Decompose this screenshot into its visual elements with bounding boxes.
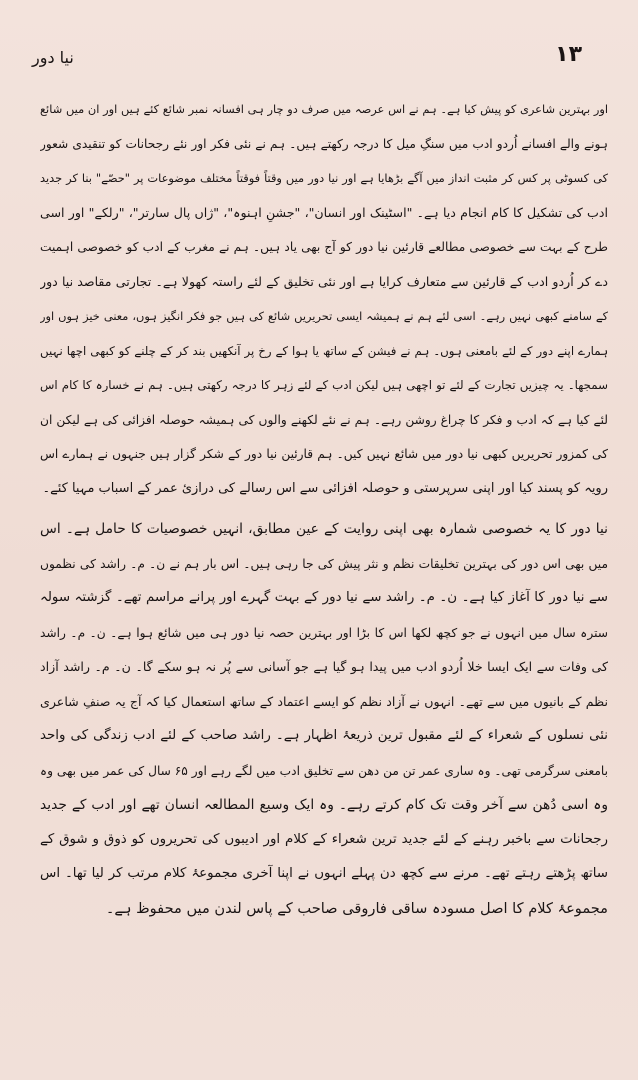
text-line: کی وفات سے ایک ایسا خلا اُردو ادب میں پیدا ہو گیا ہے جو آسانی سے پُر نہ ہو سکے گا۔ ن۔ م۔ راشد آزاد bbox=[40, 659, 608, 674]
journal-title: نیا دور bbox=[32, 48, 74, 67]
page-number: ١٣ bbox=[555, 42, 582, 67]
text-line: ساتھ پڑھتے رہتے تھے۔ مرنے سے کچھ دن پہلے انہوں نے اپنا آخری مجموعۂ کلام مرتب کر لیا تھا۔ اس bbox=[40, 866, 608, 881]
text-line: نیا دور کا یہ خصوصی شمارہ بھی اپنی روایت کے عین مطابق، انہیں خصوصیات کا حامل ہے۔ اس bbox=[40, 521, 608, 537]
text-line: کے سامنے کبھی نہیں رہے۔ اسی لئے ہم نے ہمیشہ ایسی تحریریں شائع کی ہیں جو فکر انگیز ہوں، معنی خیز ہوں اور bbox=[40, 309, 608, 323]
text-line: نظم کے بانیوں میں سے تھے۔ انہوں نے آزاد نظم کو ایسے اعتماد کے ساتھ استعمال کیا کہ آج یہ صنفِ شاعری bbox=[40, 693, 608, 709]
text-line: کی کمزور تحریریں کبھی نیا دور میں شائع نہیں کیں۔ ہم قارئین نیا دور کے شکر گزار ہیں جنہوں نے ہمارے اس bbox=[40, 447, 608, 461]
page-header bbox=[32, 38, 592, 78]
paragraph-1 bbox=[40, 92, 608, 506]
text-line: ہونے والے افسانے اُردو ادب میں سنگِ میل کا درجہ رکھتے ہیں۔ ہم نے نئی فکر اور نئے رجحانات کو تنقیدی شعور bbox=[40, 136, 608, 151]
paragraph-2 bbox=[40, 512, 608, 926]
text-line: دے کر اُردو ادب کے قارئین سے متعارف کرایا ہے اور نئی تخلیق کے لئے راستہ کھولا ہے۔ تجارتی مقاصد نیا دور bbox=[40, 273, 608, 289]
text-line: سمجھا۔ یہ چیزیں تجارت کے لئے تو اچھی ہیں لیکن ادب کے لئے زہر کا درجہ رکھتی ہیں۔ ہم نے خسارہ کا کام اس bbox=[40, 378, 608, 392]
text-line: وہ اسی دُھن سے آخر وقت تک کام کرتے رہے۔ وہ ایک وسیع المطالعہ انسان تھے اور ادب کے جدید bbox=[40, 797, 608, 813]
text-line: نئی نسلوں کے شعراء کے لئے مقبول ترین ذریعۂ اظہار ہے۔ راشد صاحب کے لئے ادب زندگی کی واحد bbox=[40, 728, 608, 743]
text-line: بامعنی سرگرمی تھی۔ وہ ساری عمر تن من دھن سے تخلیق ادب میں لگے رہے اور ۶۵ سال کی عمر میں بھی وہ bbox=[40, 763, 608, 778]
text-line: سترہ سال میں انہوں نے جو کچھ لکھا اس کا بڑا اور بہترین حصہ نیا دور ہی میں شائع ہوا ہے۔ ن۔ م۔ راشد bbox=[40, 625, 608, 640]
text-line: کی کسوٹی پر کس کر مثبت انداز میں آگے بڑھایا ہے اور نیا دور میں وقتاً فوقتاً مختلف موضوعات پر "حصّے" بنا کر جدید bbox=[40, 171, 608, 185]
text-line: سے نیا دور کا آغاز کیا ہے۔ ن۔ م۔ راشد سے نیا دور کے بہت گہرے اور پرانے مراسم تھے۔ گزشتہ سولہ bbox=[40, 590, 608, 605]
text-line: مجموعۂ کلام کا اصل مسودہ ساقی فاروقی صاحب کے پاس لندن میں محفوظ ہے۔ bbox=[105, 899, 608, 917]
text-line: طرح کے بہت سے خصوصی مطالعے قارئین نیا دور کو آج بھی یاد ہیں۔ ہم نے مغرب کے ادب کو خصوصی اہمیت bbox=[40, 240, 608, 254]
text-line: ہمارے اپنے دور کے لئے بامعنی ہوں۔ ہم نے فیشن کے ساتھ یا ہوا کے رخ پر آنکھیں بند کر کے چلنے کو کبھی اچھا نہیں bbox=[40, 343, 608, 358]
text-line: رجحانات سے باخبر رہنے کے لئے جدید ترین شعراء کے کلام اور ادیبوں کی تحریروں کو ذوق و شوق کے bbox=[40, 831, 608, 847]
text-line: ادب کی تشکیل کا کام انجام دیا ہے۔ "اسٹینک اور انسان"، "جشنِ اہنوہ"، "ژاں پال سارتر"، "رلکے" اور اسی bbox=[40, 204, 608, 220]
text-line: لئے کیا ہے کہ ادب و فکر کا چراغ روشن رہے۔ ہم نے نئے لکھنے والوں کی ہمیشہ حوصلہ افزائی کی ہے لیکن ان bbox=[40, 412, 608, 427]
text-line: میں بھی اس دور کی بہترین تخلیقات نظم و نثر پیش کی جا رہی ہیں۔ اس بار ہم نے ن۔ م۔ راشد کی نظموں bbox=[40, 556, 608, 571]
text-line: اور بہترین شاعری کو پیش کیا ہے۔ ہم نے اس عرصہ میں صرف دو چار ہی افسانہ نمبر شائع کئے ہیں اور ان میں شائع bbox=[40, 102, 608, 116]
text-line: رویہ کو پسند کیا اور اپنی سرپرستی و حوصلہ افزائی سے اس رسالے کی درازیٔ عمر کے اسباب مہیا کئے۔ bbox=[42, 480, 608, 496]
article-body bbox=[40, 92, 608, 926]
